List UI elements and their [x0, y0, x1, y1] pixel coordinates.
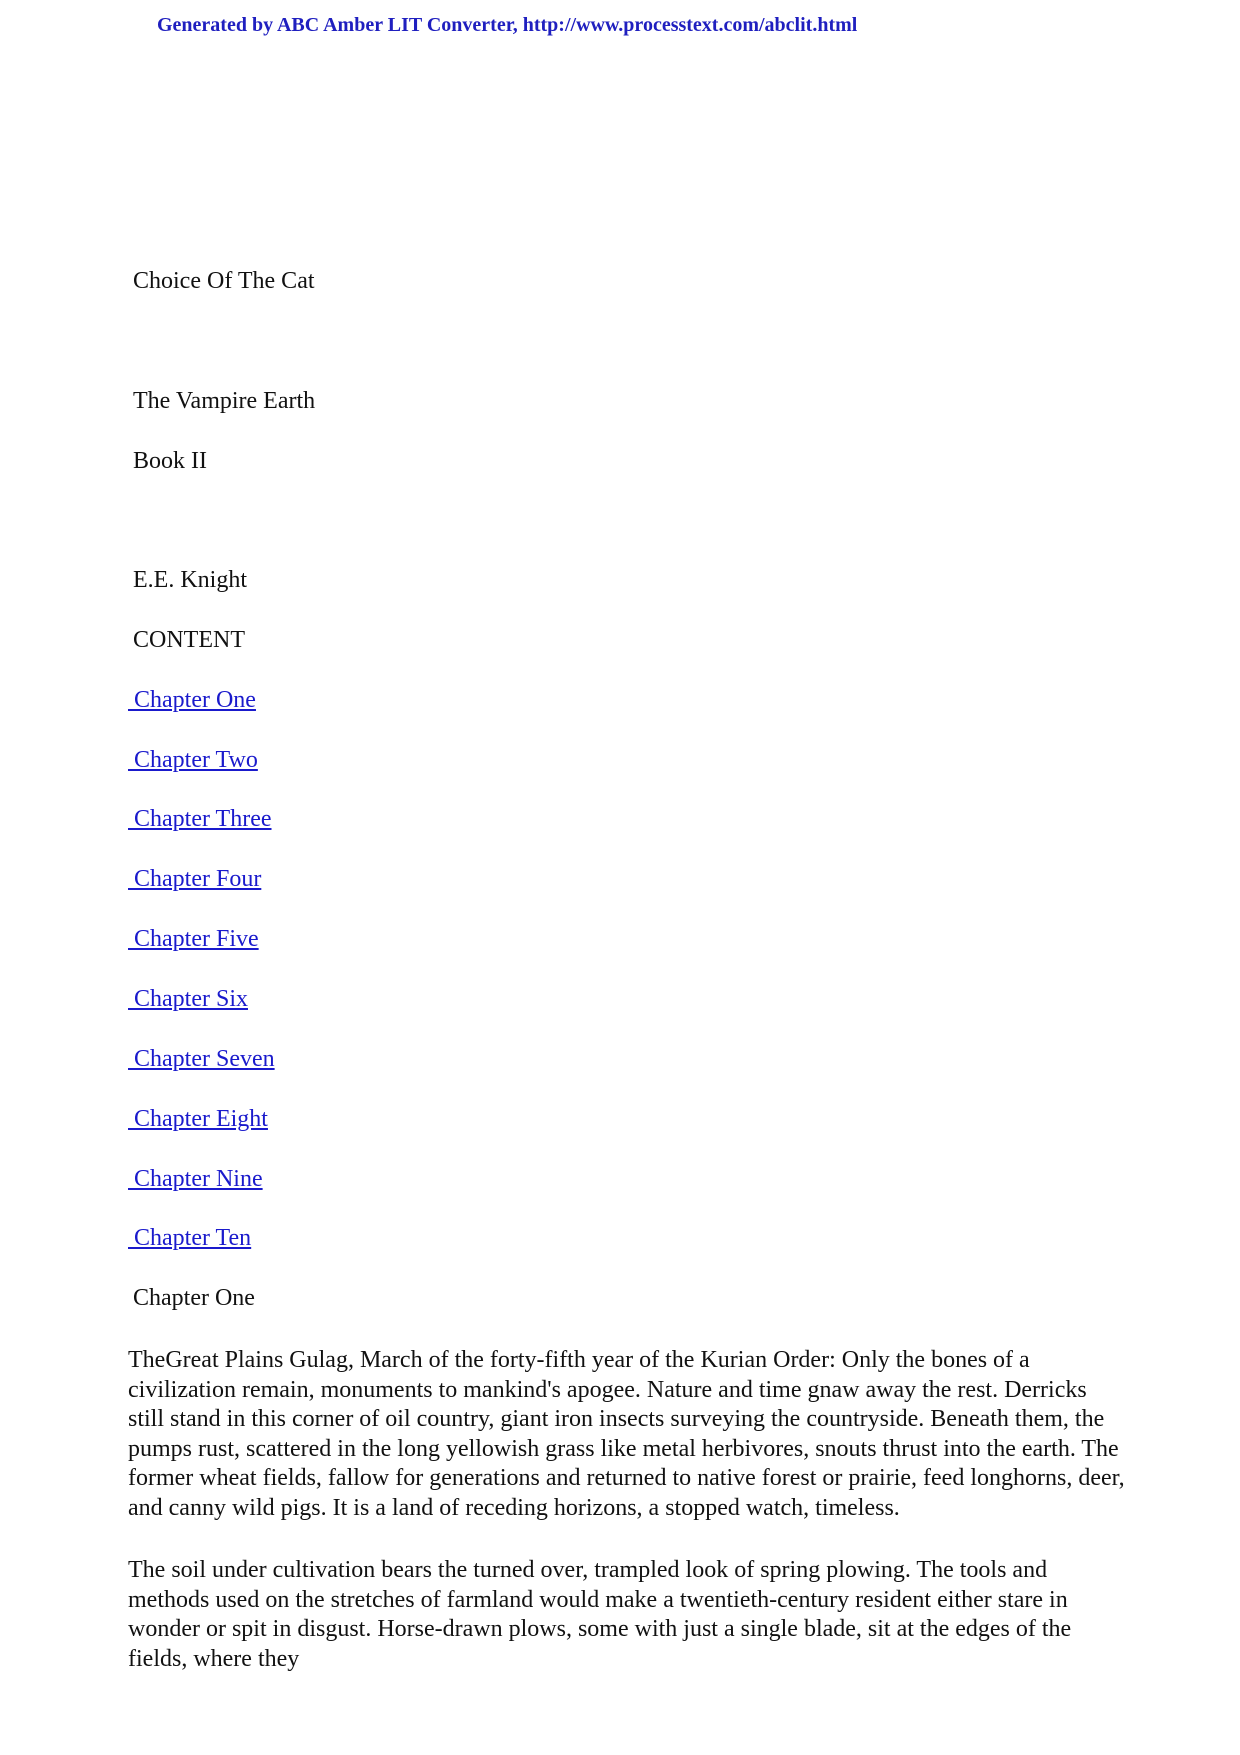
converter-banner: Generated by ABC Amber LIT Converter, http://www.processtext.com/abclit.html	[157, 14, 858, 36]
toc-link-chapter-four[interactable]: Chapter Four	[134, 866, 262, 892]
toc-link-chapter-eight[interactable]: Chapter Eight	[134, 1106, 268, 1132]
book-title: Choice Of The Cat	[133, 268, 315, 294]
author-name: E.E. Knight	[133, 567, 247, 593]
toc-link-chapter-two[interactable]: Chapter Two	[134, 747, 258, 773]
toc-link-chapter-five[interactable]: Chapter Five	[134, 926, 259, 952]
toc-link-chapter-three[interactable]: Chapter Three	[134, 806, 272, 832]
series-name: The Vampire Earth	[133, 388, 316, 414]
toc-link-chapter-seven[interactable]: Chapter Seven	[134, 1046, 275, 1072]
toc-link-chapter-one[interactable]: Chapter One	[134, 687, 256, 713]
book-number: Book II	[133, 448, 207, 474]
contents-heading: CONTENT	[133, 627, 245, 653]
toc-link-chapter-ten[interactable]: Chapter Ten	[134, 1225, 252, 1251]
chapter-paragraph-2: The soil under cultivation bears the turned over, trampled look of spring plowing. The tools and methods used on the stretches of farmland would make a twentieth-century resident either stare in wonder or spit in disgust. Horse-drawn plows, some with just a single blade, sit at the edges of the fields, where they	[128, 1557, 1072, 1672]
chapter-paragraph-1: TheGreat Plains Gulag, March of the forty-fifth year of the Kurian Order: Only the bones of a civilization remain, monuments to mankind's apogee. Nature and time gnaw away the rest. Derricks still stand in this corner of oil country, giant iron insects surveying the countryside. Beneath them, the pumps rust, scattered in the long yellowish grass like metal herbivores, snouts thrust into the earth. The former wheat fields, fallow for generations and returned to native forest or prairie, feed longhorns, deer, and canny wild pigs. It is a land of receding horizons, a stopped watch, timeless.	[128, 1347, 1125, 1521]
toc-link-chapter-six[interactable]: Chapter Six	[134, 986, 248, 1012]
toc-link-chapter-nine[interactable]: Chapter Nine	[134, 1166, 263, 1192]
chapter-heading: Chapter One	[133, 1285, 255, 1311]
